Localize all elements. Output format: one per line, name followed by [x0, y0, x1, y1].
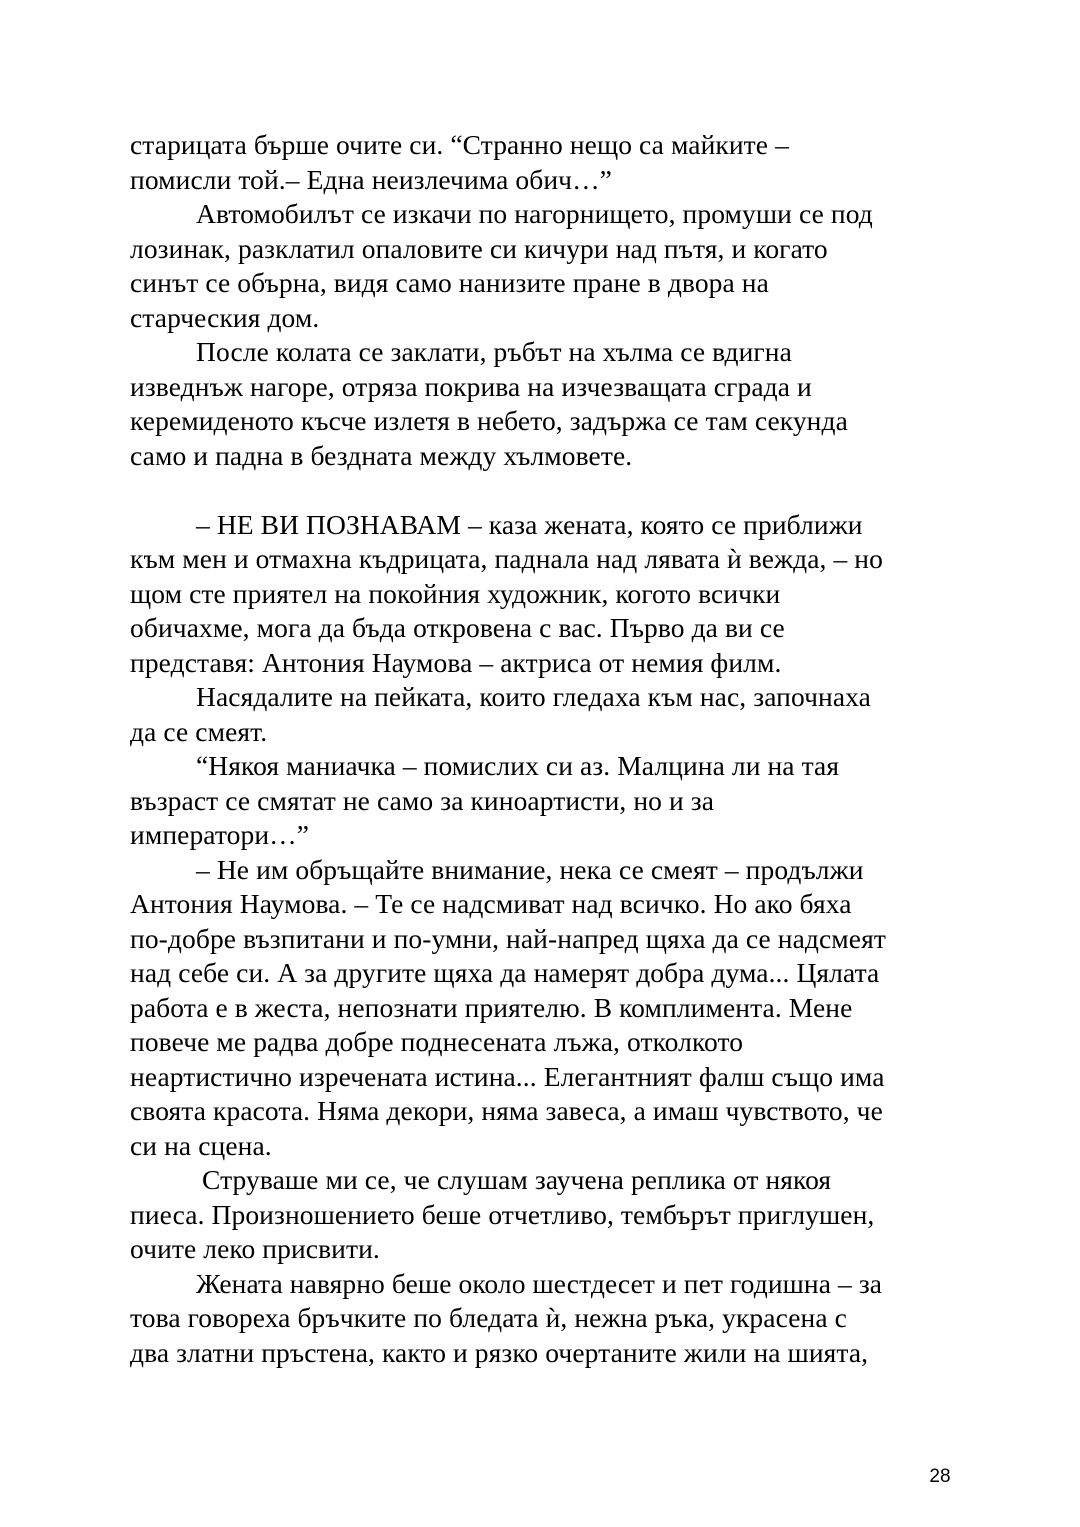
paragraph-7: – Не им обръщайте внимание, нека се смеят – продължи Антония Наумова. – Те се надсмиват над всичко. Но ако бяха по-добре възпитани и по-умни, най-напред щяха да се надсмеят над себе си. А за другите щяха да намерят добра дума... Цялата работа е в жеста, непознати приятелю. В комплимента. Мене повече ме радва добре поднесената лъжа, отколкото неартистично изречената истина... Елегантният фалш също има своята красота. Няма декори, няма завеса, а имаш чувството, че си на сцена.: [130, 853, 886, 1161]
page-number: 28: [929, 1466, 951, 1487]
paragraph-2: Автомобилът се изкачи по нагорнището, промуши се под лозинак, разклатил опаловите си кичури над пътя, и когато синът се обърна, видя само нанизите пране в двора на старческия дом.: [130, 198, 873, 333]
paragraph-3: После колата се заклати, ръбът на хълма се вдигна изведнъж нагоре, отряза покрива на изчезващата сграда и керемиденото късче излетя в небето, задържа се там секунда само и падна в бездната между хълмовете.: [130, 336, 848, 471]
paragraph-8: Струваше ми се, че слушам заучена реплика от някоя пиеса. Произношението беше отчетливо, тембърът приглушен, очите леко присвити.: [130, 1164, 875, 1264]
paragraph-1: старицата бърше очите си. “Странно нещо са майките – помисли той.– Една неизлечима обич…”: [130, 129, 789, 195]
body-text: [130, 128, 960, 1370]
paragraph-5: Насядалите на пейката, които гледаха към нас, започнаха да се смеят.: [130, 681, 871, 747]
paragraph-4: – НЕ ВИ ПОЗНАВАМ – каза жената, която се приближи към мен и отмахна къдрицата, паднала над лявата ѝ вежда, – но щом сте приятел на покойния художник, когото всички обичахме, мога да бъда откровена с вас. Първо да ви се представя: Антония Наумова – актриса от немия филм.: [130, 508, 883, 678]
section-break: [130, 473, 960, 508]
paragraph-6: “Някоя маниачка – помислих си аз. Малцина ли на тая възраст се смятат не само за киноартисти, но и за императори…”: [130, 750, 840, 850]
paragraph-9: Жената навярно беше около шестдесет и пет годишна – за това говореха бръчките по бледата ѝ, нежна ръка, украсена с два златни пръстена, както и рязко очертаните жили на шията,: [130, 1267, 883, 1368]
